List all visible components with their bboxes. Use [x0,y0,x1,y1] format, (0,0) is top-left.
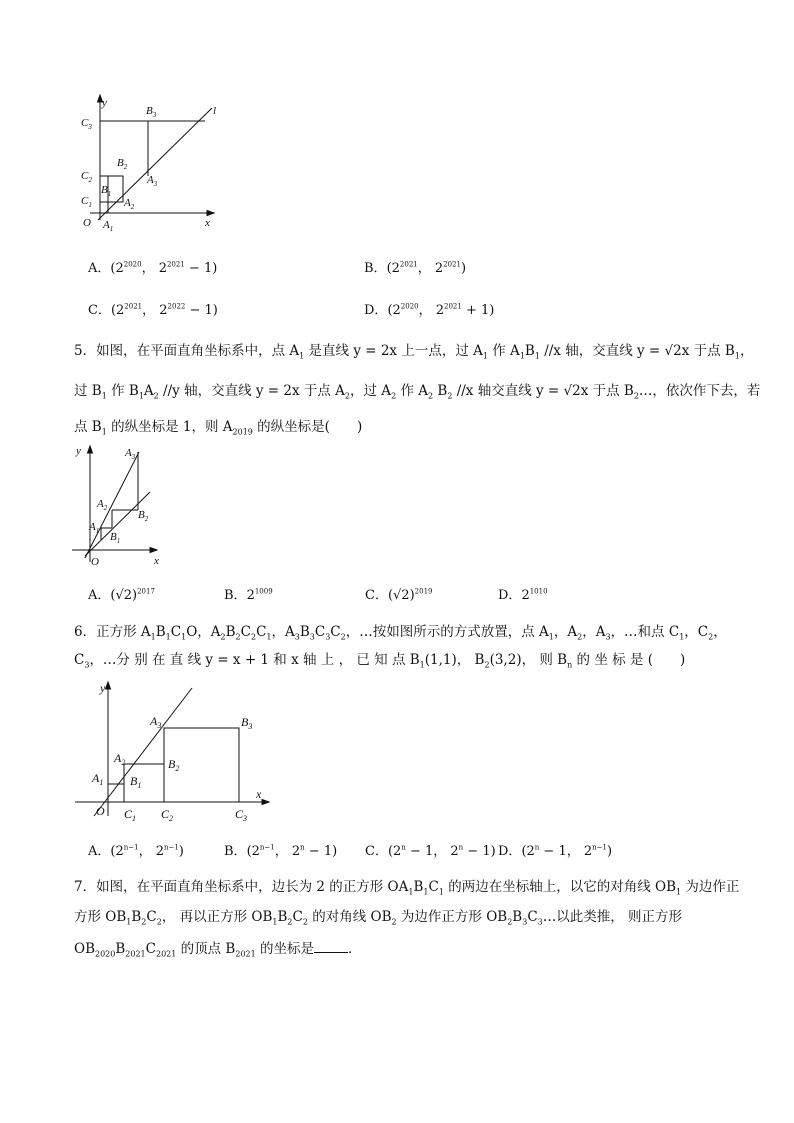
svg-text:A3: $A_3$ [150,714,162,730]
q4-label-C1: $C_1$ [81,195,92,209]
q6-stem-line2: $C_3$，…分 别 在 直 线 y = x + 1 和 x 轴 上 ， 已 知 点 $B_1(1,1)$， $B_2(3,2)$， 则 $B_n$ 的 坐 标 是 ( ) [74,652,686,670]
q4-label-A3: $A_3$ [147,174,158,188]
q4-label-B3: $B_3$ [146,105,157,119]
q6-option-b[interactable]: B．($2^{n-1}$， $2^n - 1$) [224,843,338,859]
q5-stem-line1: 5．如图，在平面直角坐标系中，点 $A_1$ 是直线 y = 2x 上一点，过 $A_1$ 作 $A_1B_1$ //x 轴，交直线 y = √2x 于点 $B_1$， [74,343,754,361]
svg-text:A2: $A_2$ [114,751,126,767]
svg-text:x: x [154,555,159,567]
svg-text:A1: $A_1$ [89,521,100,535]
q4-option-d[interactable]: D．($2^{2020}$， $2^{2021} + 1$) [364,302,495,318]
q4-label-C2: $C_2$ [81,170,92,184]
q6-stem-line1: 6．正方形 $A_1B_1C_1O$，$A_2B_2C_2C_1$，$A_3B_3C_3C_2$，…按如图所示的方式放置，点 $A_1$，$A_2$，$A_3$，…和点 $C_1$，$C_2$， [74,624,727,642]
q7-answer-blank[interactable] [314,940,348,953]
q6-option-c[interactable]: C．($2^n - 1$， $2^n - 1$) [365,843,496,859]
svg-text:B2: $B_2$ [138,509,149,523]
q6-line [94,688,192,816]
q5-figure [68,440,168,570]
q4-label-O: O [83,217,91,229]
svg-text:C2: $C_2$ [161,807,174,823]
q4-option-a[interactable]: A．($2^{2020}$， $2^{2021} - 1$) [88,260,218,276]
svg-text:O: O [91,556,99,568]
svg-text:C3: $C_3$ [235,807,248,823]
svg-text:C1: $C_1$ [124,807,137,823]
svg-text:y: y [100,681,106,695]
q4-label-B2: $B_2$ [117,157,128,171]
q5-stem-line3: 点 $B_1$ 的纵坐标是 1，则 $A_{2019}$ 的纵坐标是( ) [74,419,363,437]
q5-option-b[interactable]: B．$2^{1009}$ [224,587,273,603]
svg-text:x: x [256,787,262,801]
svg-text:B1: $B_1$ [130,774,142,790]
q4-label-A1: $A_1$ [103,219,114,233]
svg-text:O: O [96,804,105,818]
q4-label-y: y [102,97,107,109]
q7-stem-line1: 7．如图，在平面直角坐标系中，边长为 2 的正方形 $OA_1B_1C_1$ 的两边在坐标轴上，以它的对角线 $OB_1$ 为边作正 [74,879,740,897]
q6-option-a[interactable]: A．($2^{n-1}$， $2^{n-1}$) [88,843,184,859]
svg-text:A2: $A_2$ [97,498,108,512]
q7-stem-line2: 方形 $OB_1B_2C_2$， 再以正方形 $OB_1B_2C_2$ 的对角线 $OB_2$ 为边作正方形 $OB_2B_3C_3\dots$以此类推， 则正方形 [74,909,683,927]
q4-option-b[interactable]: B．($2^{2021}$， $2^{2021}$) [364,260,467,276]
q4-x-arrow [207,211,214,216]
svg-text:y: y [76,445,81,457]
q4-label-A2: $A_2$ [124,197,135,211]
q4-label-x: x [205,217,210,229]
q4-option-c[interactable]: C．($2^{2021}$， $2^{2022} - 1$) [88,302,218,318]
q4-label-l: l [213,105,217,117]
svg-text:B2: $B_2$ [168,757,180,773]
q4-label-B1: $B_1$ [101,184,112,198]
q4-figure [76,92,226,234]
svg-text:A3: $A_3$ [125,447,136,461]
svg-text:A1: $A_1$ [92,771,104,787]
q5-option-a[interactable]: A．$(√2)^{2017}$ [88,587,155,603]
q6-option-d[interactable]: D．($2^n - 1$， $2^{n-1}$) [498,843,613,859]
q4-line-l [98,108,212,220]
q5-option-d[interactable]: D．$2^{1010}$ [498,587,548,603]
q4-label-C3: $C_3$ [81,117,92,131]
svg-text:B3: $B_3$ [241,715,253,731]
q6-figure [70,678,280,826]
q5-option-c[interactable]: C．$(√2)^{2019}$ [365,587,433,603]
svg-text:B1: $B_1$ [110,531,121,545]
q7-stem-line3: $OB_{2020}B_{2021}C_{2021}$ 的顶点 $B_{2021}$ 的坐标是 ． [74,941,362,959]
q5-stem-line2: 过 $B_1$ 作 $B_1A_2$ //y 轴，交直线 y = 2x 于点 $A_2$，过 $A_2$ 作 $A_2$ $B_2$ //x 轴交直线 y = √2x 于点 $B_2\dots$，依次作下去，若 [74,383,761,401]
